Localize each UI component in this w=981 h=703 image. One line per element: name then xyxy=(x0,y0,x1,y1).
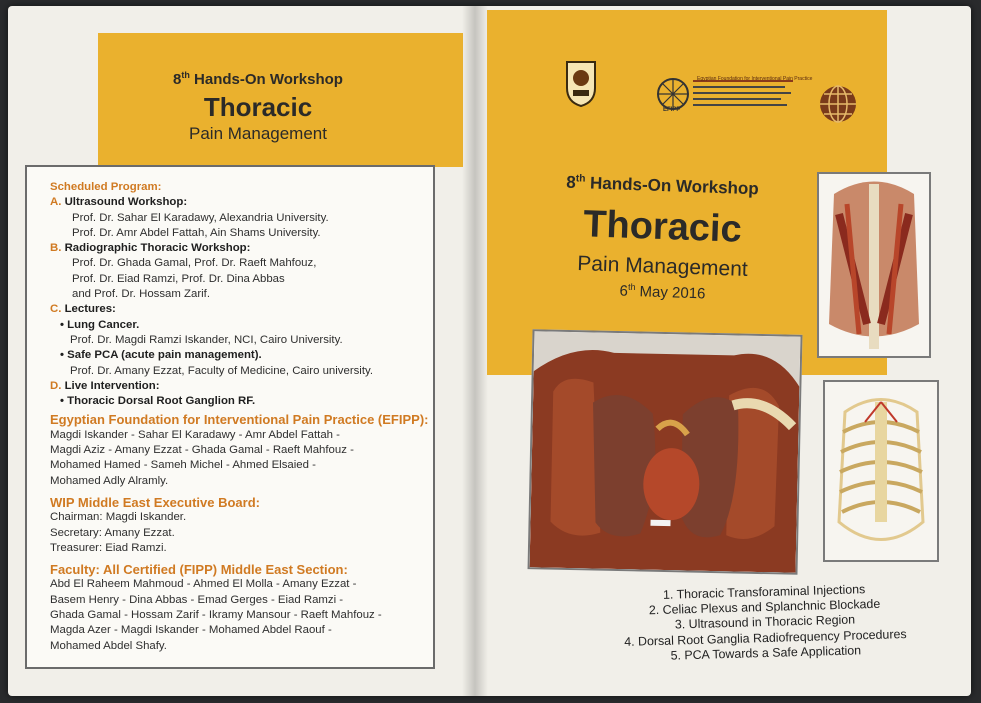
live-intervention-item: • Thoracic Dorsal Root Ganglion RF. xyxy=(60,395,256,408)
rib-cage-photo xyxy=(823,380,939,562)
wip-heading: WIP Middle East Executive Board: xyxy=(50,494,260,510)
scheduled-program xyxy=(50,180,430,654)
section-d-title: D. Live Intervention: xyxy=(50,379,160,392)
faculty-line: Ghada Gamal - Hossam Zarif - Ikramy Mansour - Raeft Mahfouz - xyxy=(50,609,382,622)
left-title: Thoracic xyxy=(203,92,313,122)
efipp-line: Mohamed Adly Alramly. xyxy=(50,474,169,487)
topic-item: 5. PCA Towards a Safe Application xyxy=(670,643,862,663)
globe-logo xyxy=(818,84,858,129)
topic-item: 3. Ultrasound in Thoracic Region xyxy=(674,612,856,632)
efipp-line: Mohamed Hamed - Sameh Michel - Ahmed Elsaied - xyxy=(50,459,316,472)
faculty-line: Mohamed Abdel Shafy. xyxy=(50,639,167,652)
topic-item: 4. Dorsal Root Ganglia Radiofrequency Procedures xyxy=(624,626,907,649)
left-subtitle: Pain Management xyxy=(189,124,327,143)
efipp-logo-text: Egyptian Foundation for Interventional Pain Practice xyxy=(697,76,813,82)
efipp-heading: Egyptian Foundation for Interventional Pain Practice (EFIPP): xyxy=(50,412,429,428)
faculty-heading: Faculty: All Certified (FIPP) Middle East Section: xyxy=(50,562,348,578)
efipp-logo xyxy=(655,76,813,123)
efipp-logo-abbr: EFIPP xyxy=(663,107,681,113)
lecture-title: • Safe PCA (acute pain management). xyxy=(60,349,262,362)
lecture-speaker: Prof. Dr. Magdi Ramzi Iskander, NCI, Cairo University. xyxy=(70,333,343,346)
section-b-line: and Prof. Dr. Hossam Zarif. xyxy=(72,288,210,301)
thorax-model-photo xyxy=(528,329,803,575)
wip-line: Secretary: Amany Ezzat. xyxy=(50,526,175,539)
section-b-title: B. Radiographic Thoracic Workshop: xyxy=(50,242,251,255)
lecture-speaker: Prof. Dr. Amany Ezzat, Faculty of Medicine, Cairo university. xyxy=(70,364,374,377)
section-a-line: Prof. Dr. Sahar El Karadawy, Alexandria University. xyxy=(72,211,329,224)
faculty-line: Abd El Raheem Mahmoud - Ahmed El Molla - Amany Ezzat - xyxy=(50,578,357,591)
wip-line: Treasurer: Eiad Ramzi. xyxy=(50,541,167,554)
event-date: 6th May 2016 xyxy=(619,281,706,303)
center-fold xyxy=(462,6,488,696)
section-b-line: Prof. Dr. Ghada Gamal, Prof. Dr. Raeft Mahfouz, xyxy=(72,257,317,270)
section-a-title: A. Ultrasound Workshop: xyxy=(50,196,188,209)
faculty-line: Basem Henry - Dina Abbas - Emad Gerges - Eiad Ramzi - xyxy=(50,593,344,606)
wip-line: Chairman: Magdi Iskander. xyxy=(50,511,187,524)
lecture-title: • Lung Cancer. xyxy=(60,318,140,331)
topic-item: 1. Thoracic Transforaminal Injections xyxy=(662,582,866,602)
topics-list xyxy=(599,580,931,665)
right-subtitle: Pain Management xyxy=(576,252,749,281)
university-crest-logo xyxy=(564,58,598,113)
program-heading: Scheduled Program: xyxy=(50,181,162,193)
right-title: Thoracic xyxy=(582,203,743,251)
section-c-title: C. Lectures: xyxy=(50,303,116,316)
efipp-line: Magdi Aziz - Amany Ezzat - Ghada Gamal - Raeft Mahfouz - xyxy=(50,444,354,457)
spine-muscles-photo xyxy=(817,172,931,358)
topic-item: 2. Celiac Plexus and Splanchnic Blockade xyxy=(648,596,881,618)
faculty-line: Magda Azer - Magdi Iskander - Mohamed Abdel Raouf - xyxy=(50,624,332,637)
section-b-line: Prof. Dr. Eiad Ramzi, Prof. Dr. Dina Abbas xyxy=(72,272,285,285)
efipp-line: Magdi Iskander - Sahar El Karadawy - Amr Abdel Fattah - xyxy=(50,428,340,441)
right-workshop-heading: 8th Hands-On Workshop xyxy=(565,172,760,199)
left-workshop-heading: 8th Hands-On Workshop xyxy=(173,70,343,88)
section-a-line: Prof. Dr. Amr Abdel Fattah, Ain Shams University. xyxy=(72,226,321,239)
